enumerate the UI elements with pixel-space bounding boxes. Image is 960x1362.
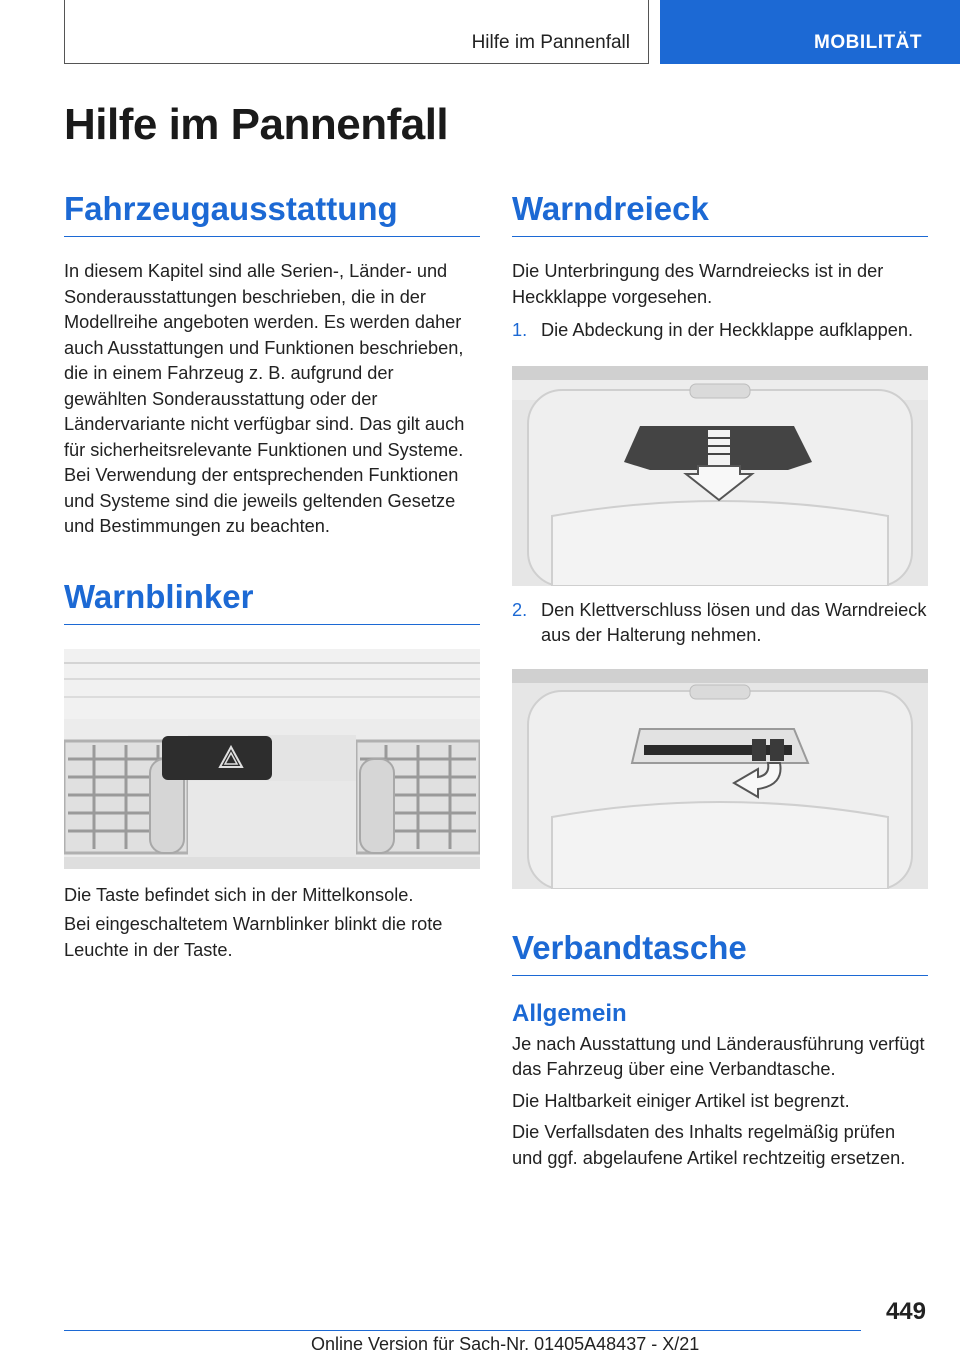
header-section-title: Hilfe im Pannenfall	[471, 32, 630, 53]
hazard-button-icon	[162, 736, 272, 780]
step-item	[512, 598, 928, 649]
warning-triangle-holder-photo	[512, 669, 928, 889]
page-number: 449	[885, 1298, 926, 1325]
warndreieck-steps	[512, 318, 928, 344]
warndreieck-intro: Die Unterbringung des Warndreiecks ist in der Heckklappe vorgesehen.	[512, 261, 884, 307]
verband-paragraph-1: Je nach Ausstattung und Länderausführung verfügt das Fahrzeug über eine Verbandtasche.	[512, 1033, 925, 1079]
footer-rule	[64, 1330, 861, 1331]
subheading-allgemein: Allgemein	[512, 999, 627, 1027]
verband-paragraph-3: Die Verfallsdaten des Inhalts regelmäßig prüfen und ggf. abgelaufene Artikel rechtzeitig ersetzen.	[512, 1122, 906, 1168]
right-column	[512, 190, 928, 1171]
heading-warndreieck: Warndreieck	[512, 190, 928, 237]
heading-verbandtasche: Verbandtasche	[512, 929, 928, 976]
verband-paragraph-2: Die Haltbarkeit einiger Artikel ist begrenzt.	[512, 1090, 850, 1111]
chapter-tab	[660, 0, 960, 64]
tailgate-cover-photo	[512, 366, 928, 586]
step-number: 1.	[512, 320, 528, 340]
page-title: Hilfe im Pannenfall	[64, 100, 449, 149]
chapter-tab-label: MOBILITÄT	[814, 32, 922, 53]
fahrzeugausstattung-text: In diesem Kapitel sind alle Serien-, Länder- und Sonderausstattungen beschrieben, die in der Modellreihe angeboten werden. Es werden daher auch Ausstattungen und Funktionen beschrieben, die in einem Fahrzeug z. B. aufgrund der gewählten Sonderausstattung oder der Ländervariante nicht verfügbar sind. Das gilt auch für sicherheitsrelevante Funktionen und Systeme. Bei Verwendung der entsprechenden Funktionen und Systeme sind die jeweils geltenden Gesetze und Bestimmungen zu beachten.	[64, 261, 465, 536]
cover-flap-icon	[624, 426, 812, 470]
heading-fahrzeugausstattung: Fahrzeugausstattung	[64, 190, 480, 237]
header-box	[64, 0, 649, 64]
hazard-switch-photo	[64, 649, 480, 869]
step-text: Den Klettverschluss lösen und das Warndreieck aus der Halterung nehmen.	[541, 599, 927, 645]
warnblinker-caption-1: Die Taste befindet sich in der Mittelkonsole.	[64, 884, 414, 905]
warnblinker-caption-2: Bei eingeschaltetem Warnblinker blinkt die rote Leuchte in der Taste.	[64, 914, 443, 960]
left-column	[64, 190, 480, 963]
step-number: 2.	[512, 599, 528, 620]
heading-warnblinker: Warnblinker	[64, 578, 480, 625]
warndreieck-steps-2	[512, 598, 928, 649]
step-item	[512, 318, 928, 344]
footer-online-version: Online Version für Sach-Nr. 01405A48437 - X/21	[311, 1334, 700, 1354]
step-text: Die Abdeckung in der Heckklappe aufklappen.	[541, 320, 914, 340]
